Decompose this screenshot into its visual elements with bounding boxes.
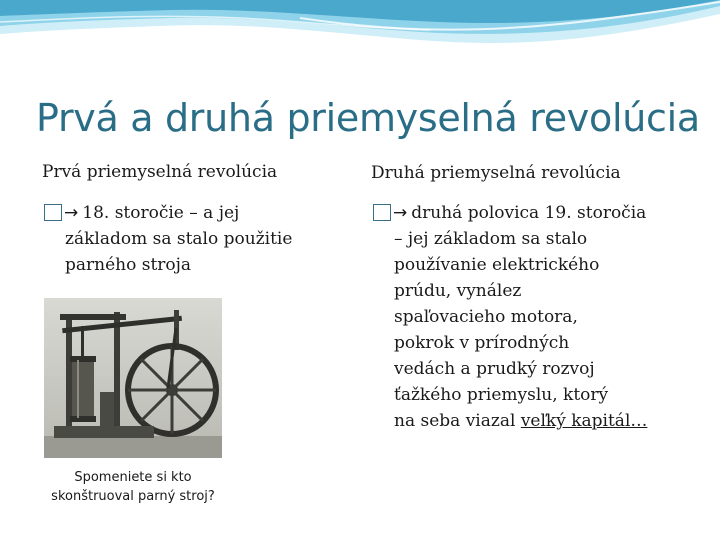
bullet-line: ťažkého priemyslu, ktorý bbox=[394, 385, 609, 405]
bullet-text: 18. storočie – a jej bbox=[82, 203, 240, 223]
bullet-line: vedách a prudký rozvoj bbox=[394, 359, 595, 379]
steam-engine-photo bbox=[44, 298, 222, 458]
bullet-line bbox=[373, 200, 683, 226]
right-column-bullet bbox=[373, 200, 683, 434]
bullet-line: pokrok v prírodných bbox=[394, 333, 570, 353]
bullet-line bbox=[44, 200, 344, 226]
bullet-text: druhá polovica 19. storočia bbox=[411, 203, 647, 223]
bullet-text: na seba viazal bbox=[394, 411, 521, 431]
bullet-line: prúdu, vynález bbox=[394, 281, 522, 301]
bullet-line: – jej základom sa stalo bbox=[394, 229, 588, 249]
right-arrow-icon: → bbox=[393, 203, 408, 223]
left-column-heading: Prvá priemyselná revolúcia bbox=[42, 162, 278, 182]
boxed-glyph-icon bbox=[373, 204, 391, 221]
underlined-text: veľký kapitál… bbox=[520, 411, 648, 431]
right-arrow-icon: → bbox=[64, 203, 79, 223]
caption-line: Spomeniete si kto bbox=[74, 470, 192, 485]
header-wave-decoration bbox=[0, 0, 720, 60]
caption-line: skonštruoval parný stroj? bbox=[51, 489, 215, 504]
image-caption bbox=[18, 468, 248, 506]
bullet-line: parného stroja bbox=[65, 255, 192, 275]
right-column-heading: Druhá priemyselná revolúcia bbox=[371, 163, 621, 183]
slide-title: Prvá a druhá priemyselná revolúcia bbox=[36, 96, 700, 140]
bullet-line: spaľovacieho motora, bbox=[394, 307, 578, 327]
bullet-line: používanie elektrického bbox=[394, 255, 600, 275]
boxed-glyph-icon bbox=[44, 204, 62, 221]
bullet-line bbox=[373, 408, 683, 434]
left-column-bullet bbox=[44, 200, 344, 278]
bullet-line: základom sa stalo použitie bbox=[65, 229, 293, 249]
